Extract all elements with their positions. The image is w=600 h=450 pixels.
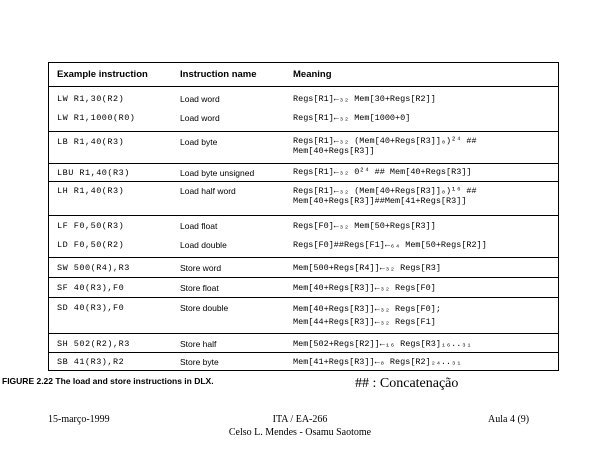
- concatenation-note: ## : Concatenação: [355, 376, 459, 391]
- instruction-name: Load byte: [180, 137, 218, 147]
- meaning: Regs[R1]←₃₂ Mem[1000+0]: [293, 113, 411, 123]
- instruction-name: Load float: [180, 221, 218, 231]
- figure-caption: FIGURE 2.22 The load and store instructions in DLX.: [2, 376, 214, 386]
- meaning: Mem[502+Regs[R2]]←₁₆ Regs[R3]₁₆..₃₁: [293, 339, 472, 349]
- table-row: [49, 352, 558, 370]
- instruction-name: Store byte: [180, 357, 219, 367]
- table-row: [49, 163, 558, 181]
- instruction-name: Load byte unsigned: [180, 168, 255, 178]
- example-instruction: SW 500(R4),R3: [57, 263, 130, 273]
- table-row: [49, 109, 558, 131]
- table-row: [49, 257, 558, 277]
- example-instruction: SH 502(R2),R3: [57, 339, 130, 349]
- instruction-name: Load word: [180, 113, 220, 123]
- example-instruction: LW R1,1000(R0): [57, 113, 136, 123]
- footer-authors: Celso L. Mendes - Osamu Saotome: [228, 427, 372, 438]
- table-header: [49, 63, 558, 87]
- table-row: [49, 235, 558, 257]
- table-row: [49, 333, 558, 352]
- table-row: [49, 131, 558, 163]
- meaning: Regs[F0]←₃₂ Mem[50+Regs[R3]]: [293, 221, 436, 231]
- example-instruction: SD 40(R3),F0: [57, 303, 125, 313]
- example-instruction: LD F0,50(R2): [57, 240, 125, 250]
- header-example-instruction: Example instruction: [57, 69, 148, 80]
- example-instruction: LH R1,40(R3): [57, 186, 125, 196]
- meaning: Regs[F0]##Regs[F1]←₆₄ Mem[50+Regs[R2]]: [293, 240, 487, 250]
- example-instruction: LBU R1,40(R3): [57, 168, 130, 178]
- example-instruction: LW R1,30(R2): [57, 94, 125, 104]
- instruction-name: Load half word: [180, 186, 236, 196]
- meaning: Mem[40+Regs[R3]]←₃₂ Regs[F0]: [293, 283, 436, 293]
- example-instruction: LB R1,40(R3): [57, 137, 125, 147]
- instruction-name: Store half: [180, 339, 217, 349]
- meaning: Regs[R1]←₃₂ (Mem[40+Regs[R3]]₀)¹⁶ ## Mem[40+Regs[R3]]##Mem[41+Regs[R3]]: [293, 186, 477, 206]
- table-row: [49, 181, 558, 215]
- instruction-name: Store float: [180, 283, 219, 293]
- footer-course: ITA / EA-266: [272, 414, 328, 425]
- example-instruction: SB 41(R3),R2: [57, 357, 125, 367]
- instruction-name: Store double: [180, 303, 229, 313]
- meaning: Regs[R1]←₃₂ (Mem[40+Regs[R3]]₀)²⁴ ## Mem[40+Regs[R3]]: [293, 136, 477, 156]
- instruction-name: Load word: [180, 94, 220, 104]
- footer-date: 15-março-1999: [48, 414, 110, 425]
- header-meaning: Meaning: [293, 69, 332, 80]
- example-instruction: LF F0,50(R3): [57, 221, 125, 231]
- table-row: [49, 215, 558, 235]
- meaning: Mem[500+Regs[R4]]←₃₂ Regs[R3]: [293, 263, 441, 273]
- meaning: Mem[40+Regs[R3]]←₃₂ Regs[F0]; Mem[44+Regs[R3]]←₃₂ Regs[F1]: [293, 304, 441, 327]
- table-row: [49, 297, 558, 333]
- header-instruction-name: Instruction name: [180, 69, 257, 80]
- meaning: Mem[41+Regs[R3]]←₈ Regs[R2]₂₄..₃₁: [293, 357, 462, 367]
- table-row: [49, 277, 558, 297]
- table-row: [49, 89, 558, 109]
- instruction-table: [48, 62, 559, 371]
- instruction-name: Store word: [180, 263, 222, 273]
- example-instruction: SF 40(R3),F0: [57, 283, 125, 293]
- instruction-name: Load double: [180, 240, 227, 250]
- meaning: Regs[R1]←₃₂ Mem[30+Regs[R2]]: [293, 94, 436, 104]
- footer-lesson: Aula 4 (9): [488, 414, 530, 425]
- meaning: Regs[R1]←₃₂ 0²⁴ ## Mem[40+Regs[R3]]: [293, 167, 472, 177]
